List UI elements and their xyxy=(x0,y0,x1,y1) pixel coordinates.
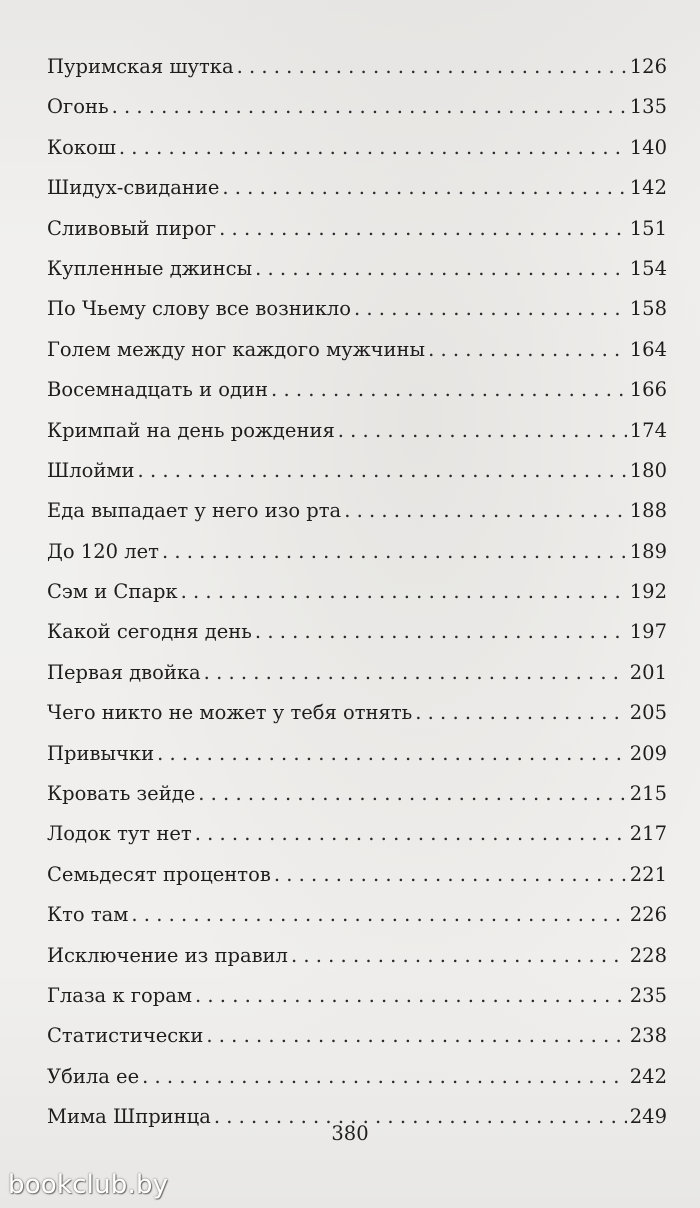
toc-entry-title: Огонь xyxy=(47,95,109,119)
toc-entry-page: 217 xyxy=(629,822,667,846)
toc-dot-leader xyxy=(198,774,627,814)
toc-dot-leader xyxy=(344,491,627,531)
toc-dot-leader xyxy=(237,47,627,87)
toc-entry xyxy=(47,1016,667,1056)
toc-entry-title: Шлойми xyxy=(47,458,135,482)
toc-entry-page: 228 xyxy=(629,943,667,967)
toc-entry-page: 166 xyxy=(629,378,667,402)
toc-entry-page: 164 xyxy=(629,337,667,361)
toc-entry-title: Лодок тут нет xyxy=(47,822,192,846)
toc-entry-page: 226 xyxy=(629,903,667,927)
toc-dot-leader xyxy=(181,572,627,612)
toc-entry xyxy=(47,936,667,976)
toc-entry-page: 180 xyxy=(629,458,667,482)
toc-dot-leader xyxy=(274,855,627,895)
toc-entry-page: 205 xyxy=(629,701,667,725)
toc-dot-leader xyxy=(142,1057,627,1097)
toc-entry-title: Убила ее xyxy=(47,1064,140,1088)
toc-entry-page: 151 xyxy=(629,216,667,240)
toc-entry xyxy=(47,411,667,451)
toc-entry-page: 242 xyxy=(629,1064,667,1088)
toc-entry xyxy=(47,895,667,935)
toc-entry-title: Глаза к горам xyxy=(47,983,193,1007)
toc-entry-title: Кокош xyxy=(47,135,116,159)
toc-entry xyxy=(47,209,667,249)
toc-entry-page: 238 xyxy=(629,1024,667,1048)
toc-dot-leader xyxy=(415,693,627,733)
toc-entry-title: Еда выпадает у него изо рта xyxy=(47,499,342,523)
toc-dot-leader xyxy=(112,87,627,127)
toc-dot-leader xyxy=(354,289,627,329)
toc-entry-page: 201 xyxy=(629,660,667,684)
toc-entry-page: 188 xyxy=(629,499,667,523)
toc-dot-leader xyxy=(131,895,626,935)
toc-entry xyxy=(47,168,667,208)
toc-dot-leader xyxy=(222,168,626,208)
toc-dot-leader xyxy=(255,249,627,289)
toc-entry xyxy=(47,734,667,774)
toc-entry xyxy=(47,47,667,87)
toc-entry xyxy=(47,128,667,168)
toc-entry-page: 158 xyxy=(629,297,667,321)
toc-entry-page: 126 xyxy=(629,55,667,78)
toc-entry-title: Купленные джинсы xyxy=(47,256,253,280)
toc-entry xyxy=(47,491,667,531)
toc-entry-page: 249 xyxy=(629,1105,667,1129)
toc-dot-leader xyxy=(195,814,627,854)
toc-entry-title: Кто там xyxy=(47,903,129,927)
toc-dot-leader xyxy=(119,128,627,168)
toc-dot-leader xyxy=(204,653,627,693)
toc-entry-page: 221 xyxy=(629,862,667,886)
toc-dot-leader xyxy=(162,532,627,572)
toc-entry-page: 140 xyxy=(629,135,667,159)
toc-entry-page: 215 xyxy=(629,782,667,806)
toc-entry-page: 209 xyxy=(629,741,667,765)
toc-dot-leader xyxy=(338,411,627,451)
toc-entry-title: Сэм и Спарк xyxy=(47,580,178,604)
toc-entry-page: 235 xyxy=(629,983,667,1007)
toc-entry xyxy=(47,774,667,814)
toc-entry-title: Сливовый пирог xyxy=(47,216,217,240)
toc-entry xyxy=(47,1057,667,1097)
toc-dot-leader xyxy=(206,1016,626,1056)
toc-entry-title: По Чьему слову все возникло xyxy=(47,297,352,321)
toc-entry xyxy=(47,330,667,370)
toc-entry xyxy=(47,370,667,410)
toc-entry xyxy=(47,976,667,1016)
toc-entry-title: Кримпай на день рождения xyxy=(47,418,335,442)
page-number: 380 xyxy=(331,1122,369,1145)
toc-dot-leader xyxy=(271,370,627,410)
toc-entry-page: 189 xyxy=(629,539,667,563)
toc-entry-title: Чего никто не может у тебя отнять xyxy=(47,701,413,725)
toc-entry xyxy=(47,572,667,612)
toc-entry xyxy=(47,451,667,491)
toc-entry xyxy=(47,249,667,289)
toc-dot-leader xyxy=(138,451,627,491)
toc-dot-leader xyxy=(157,734,627,774)
toc-entry-title: Голем между ног каждого мужчины xyxy=(47,337,426,361)
toc-entry-title: Восемнадцать и один xyxy=(47,378,269,402)
toc-entry-title: Пуримская шутка xyxy=(47,55,234,78)
toc-entry-page: 192 xyxy=(629,580,667,604)
toc-entry xyxy=(47,653,667,693)
toc-entry-title: Семьдесят процентов xyxy=(47,862,271,886)
table-of-contents xyxy=(47,47,667,1138)
toc-entry-title: Статистически xyxy=(47,1024,204,1048)
toc-entry xyxy=(47,855,667,895)
toc-entry-title: Исключение из правил xyxy=(47,943,288,967)
watermark: bookclub.by xyxy=(8,1170,169,1200)
toc-entry xyxy=(47,532,667,572)
toc-dot-leader xyxy=(291,936,627,976)
toc-entry xyxy=(47,814,667,854)
toc-entry xyxy=(47,693,667,733)
toc-entry-title: До 120 лет xyxy=(47,539,159,563)
toc-entry-title: Мима Шпринца xyxy=(47,1105,211,1129)
toc-entry-title: Привычки xyxy=(47,741,155,765)
toc-entry-title: Шидух-свидание xyxy=(47,176,220,200)
toc-entry-page: 135 xyxy=(629,95,667,119)
toc-entry xyxy=(47,289,667,329)
toc-dot-leader xyxy=(195,976,627,1016)
toc-dot-leader xyxy=(255,612,627,652)
toc-entry-page: 197 xyxy=(629,620,667,644)
toc-dot-leader xyxy=(219,209,627,249)
toc-entry-page: 174 xyxy=(629,418,667,442)
toc-entry-page: 142 xyxy=(629,176,667,200)
toc-entry-page: 154 xyxy=(629,256,667,280)
toc-dot-leader xyxy=(428,330,627,370)
toc-entry xyxy=(47,612,667,652)
toc-entry-title: Первая двойка xyxy=(47,660,201,684)
toc-entry xyxy=(47,87,667,127)
toc-entry-title: Какой сегодня день xyxy=(47,620,252,644)
toc-entry-title: Кровать зейде xyxy=(47,782,196,806)
